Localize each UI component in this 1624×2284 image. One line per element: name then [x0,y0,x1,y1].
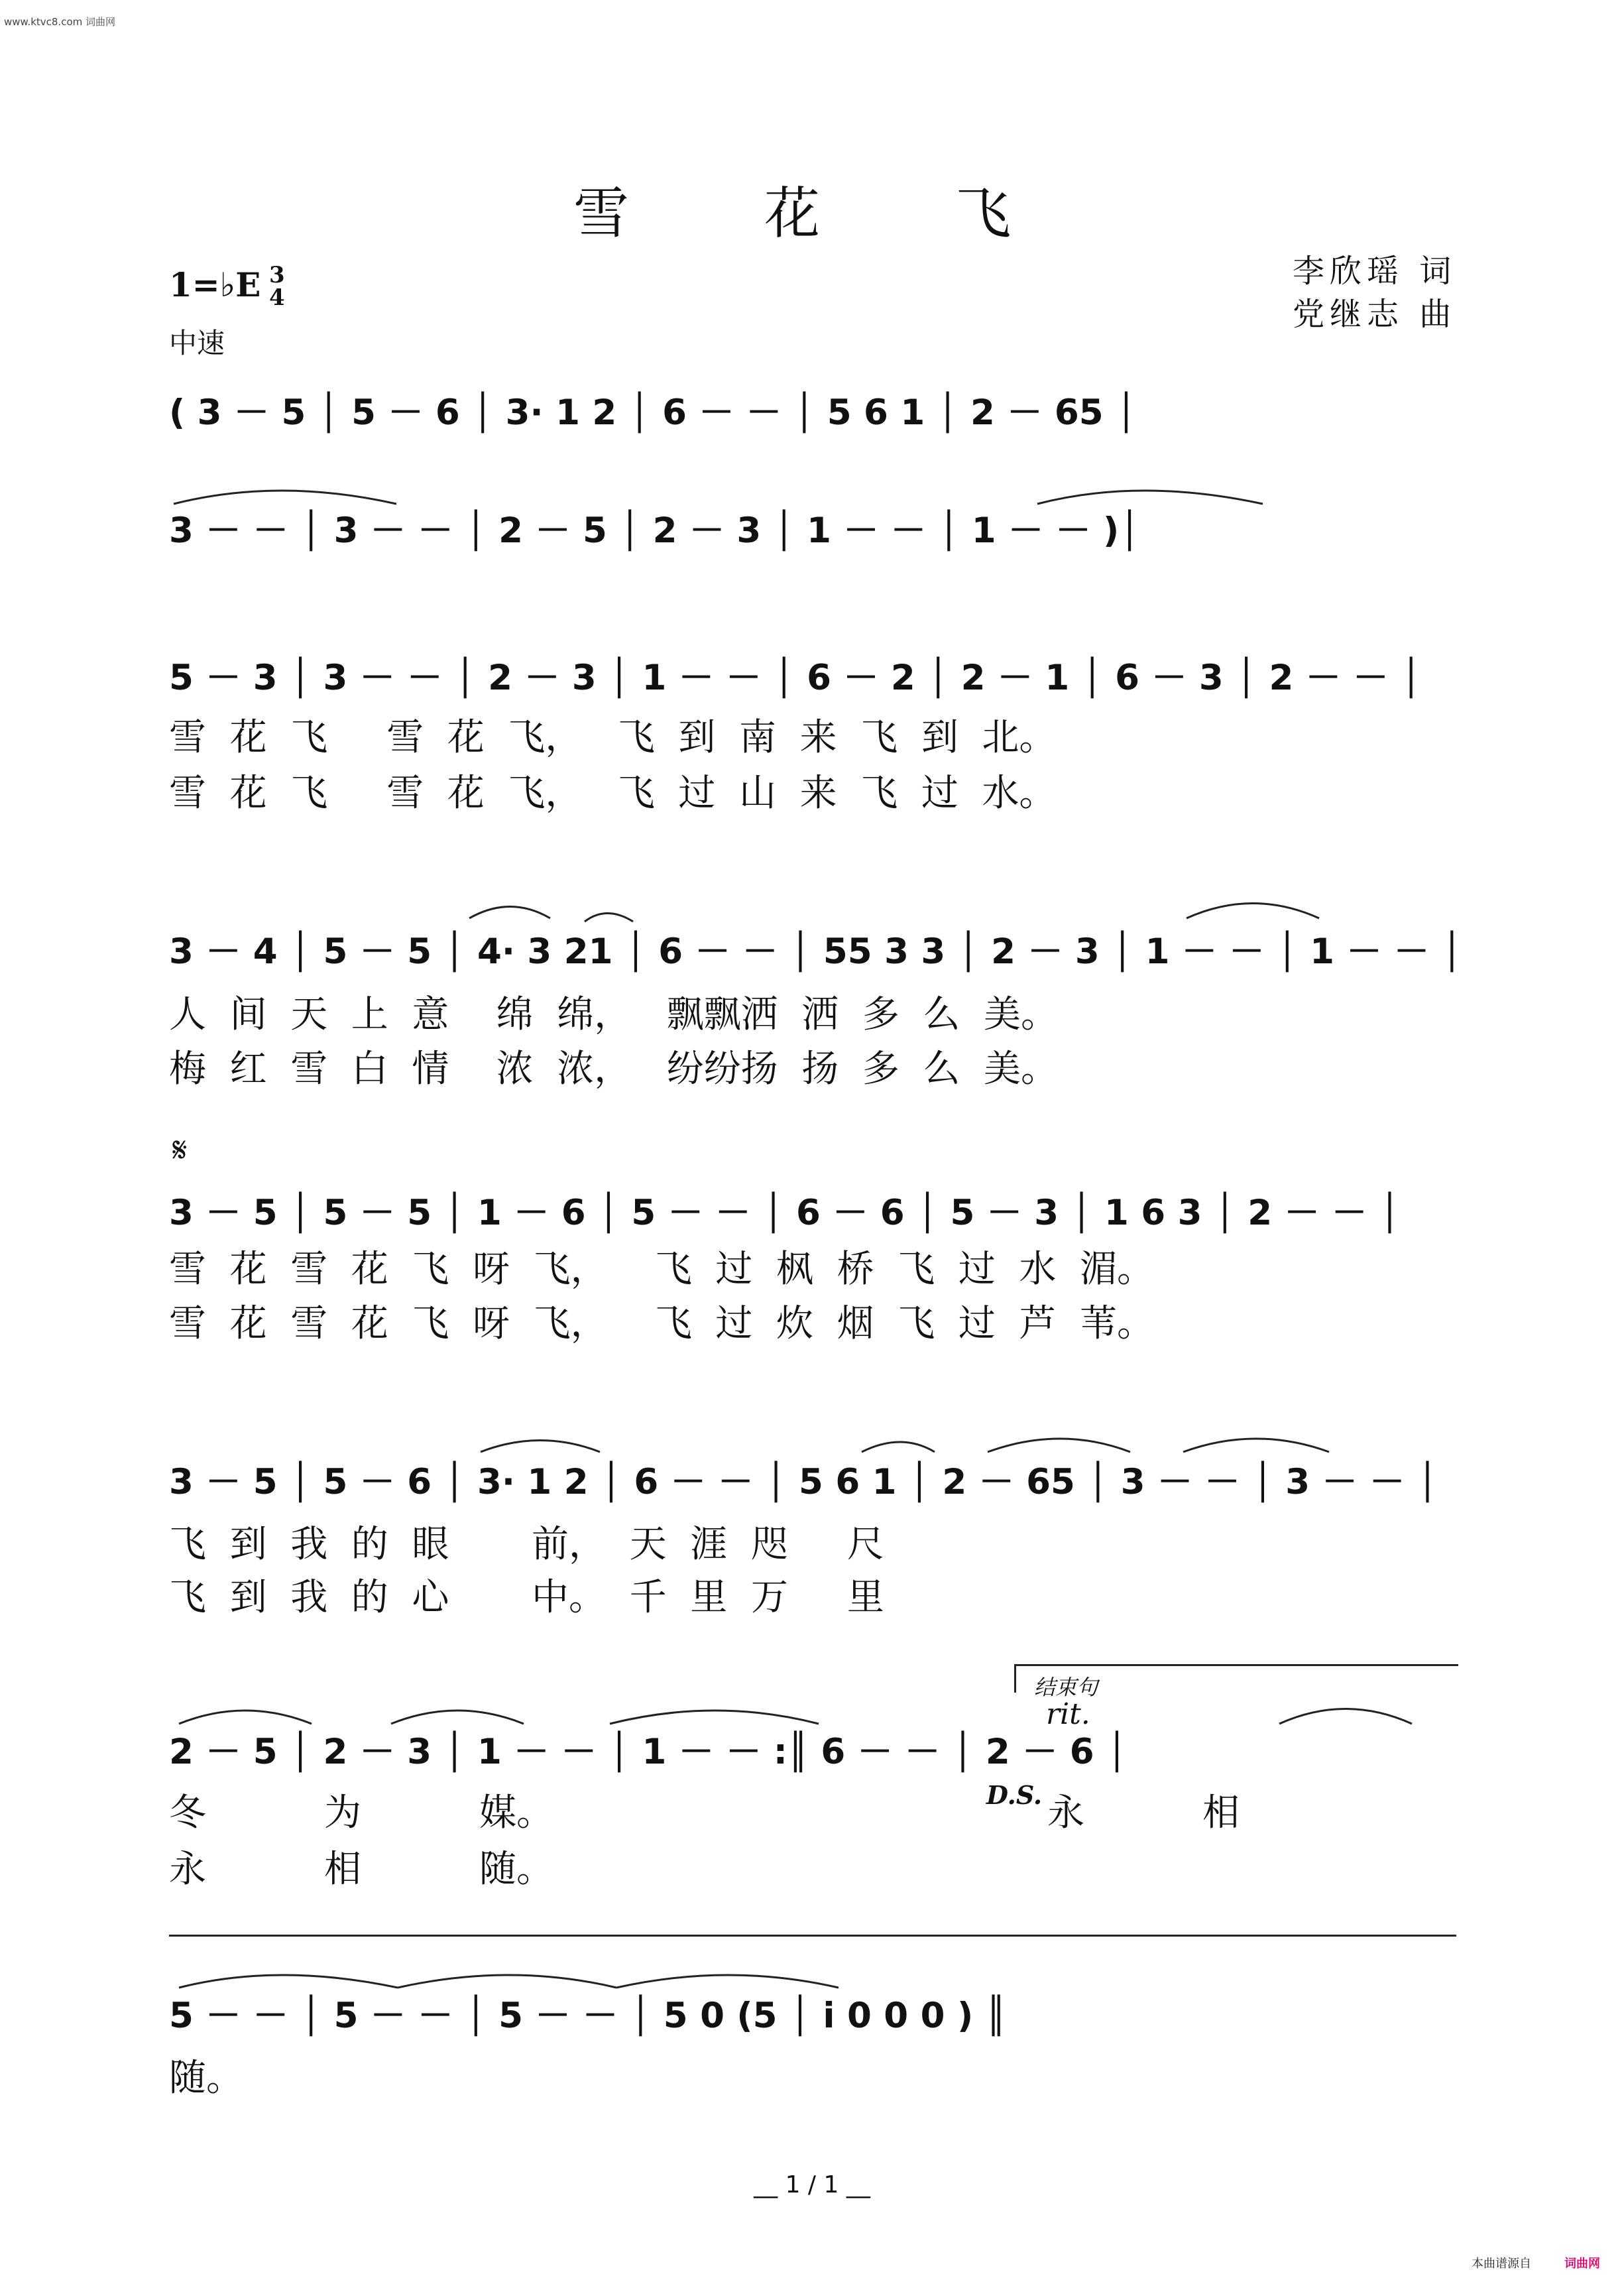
notes: 3 － － │ 3 － － │ 2 － 5 │ 2 － 3 │ 1 － － │ 1 － － )│ [169,511,1141,551]
notes: 3 － 5 │ 5 － 6 │ 3· 1 2 │ 6 － － │ 5 6 1 │ 2 － 65 │ 3 － － │ 3 － － │ [169,1462,1438,1502]
page-number: __ 1 / 1 __ [754,2171,870,2198]
dal-segno-mark: D.S. [986,1780,1043,1810]
lyrics-verse-2: 雪 花 雪 花 飞 呀 飞， 飞 过 炊 烟 飞 过 芦 苇。 [169,1302,1155,1345]
key-text: 1=♭E [169,265,261,304]
time-sig-top: 3 [269,262,285,288]
time-sig-bottom: 4 [269,284,285,311]
tempo-marking: 中速 [169,327,225,359]
ending-label: 结束句 [1034,1675,1098,1700]
notes: 2 － 5 │ 2 － 3 │ 1 － － │ 1 － － :║ 6 － － │ 2 － 6 │ [169,1732,1128,1772]
notes: ( 3 － 5 │ 5 － 6 │ 3· 1 2 │ 6 － － │ 5 6 1 │ 2 － 65 │ [169,392,1137,433]
lyrics-verse-2: 飞 到 我 的 心 中。 千 里 万 里 [169,1576,884,1619]
notes: 3 － 4 │ 5 － 5 │ 4· 3 21 │ 6 － － │ 55 3 3 │ 2 － 3 │ 1 － － │ 1 － － │ [169,932,1463,972]
lyrics-verse-2: 梅 红 雪 白 情 浓 浓， 纷纷扬 扬 多 么 美。 [169,1048,1059,1091]
ritardando-mark: rit. [1046,1697,1090,1731]
lyrics-verse-1: 飞 到 我 的 眼 前， 天 涯 咫 尺 [169,1523,884,1566]
lyrics-verse-2: 永 相 随。 [169,1848,554,1891]
lyrics-final: 随。 [169,2057,243,2100]
notes: 5 － － │ 5 － － │ 5 － － │ 5 0 (5 │ i 0 0 0 ) ║ [169,1996,1007,2036]
notes: 5 － 3 │ 3 － － │ 2 － 3 │ 1 － － │ 6 － 2 │ 2 － 1 │ 6 － 3 │ 2 － － │ [169,658,1422,698]
lyrics-verse-1: 人 间 天 上 意 绵 绵， 飘飘洒 洒 多 么 美。 [169,993,1059,1036]
footer-site: 词曲网 [1564,2257,1600,2271]
notes: 3 － 5 │ 5 － 5 │ 1 － 6 │ 5 － － │ 6 － 6 │ 5 － 3 │ 1 6 3 │ 2 － － │ [169,1193,1401,1233]
lyrics-verse-1: 冬 为 媒。 [169,1791,554,1834]
segno-sign: 𝄋 [172,1130,188,1170]
lyrics-verse-2: 雪 花 飞 雪 花 飞， 飞 过 山 来 飞 过 水。 [169,772,1057,815]
lyrics-verse-1: 雪 花 雪 花 飞 呀 飞， 飞 过 枫 桥 飞 过 水 湄。 [169,1248,1155,1291]
composer-credit: 党继志 曲 [1293,296,1457,333]
song-title: 雪 花 飞 [573,181,1051,246]
source-url: www.ktvc8.com 词曲网 [4,16,116,28]
lyrics-verse-1: 雪 花 飞 雪 花 飞， 飞 到 南 来 飞 到 北。 [169,716,1057,759]
lyrics-ending: 永 相 [1047,1791,1240,1834]
footer-source: 本曲谱源自 [1472,2257,1531,2271]
lyricist-credit: 李欣瑶 词 [1293,253,1457,290]
